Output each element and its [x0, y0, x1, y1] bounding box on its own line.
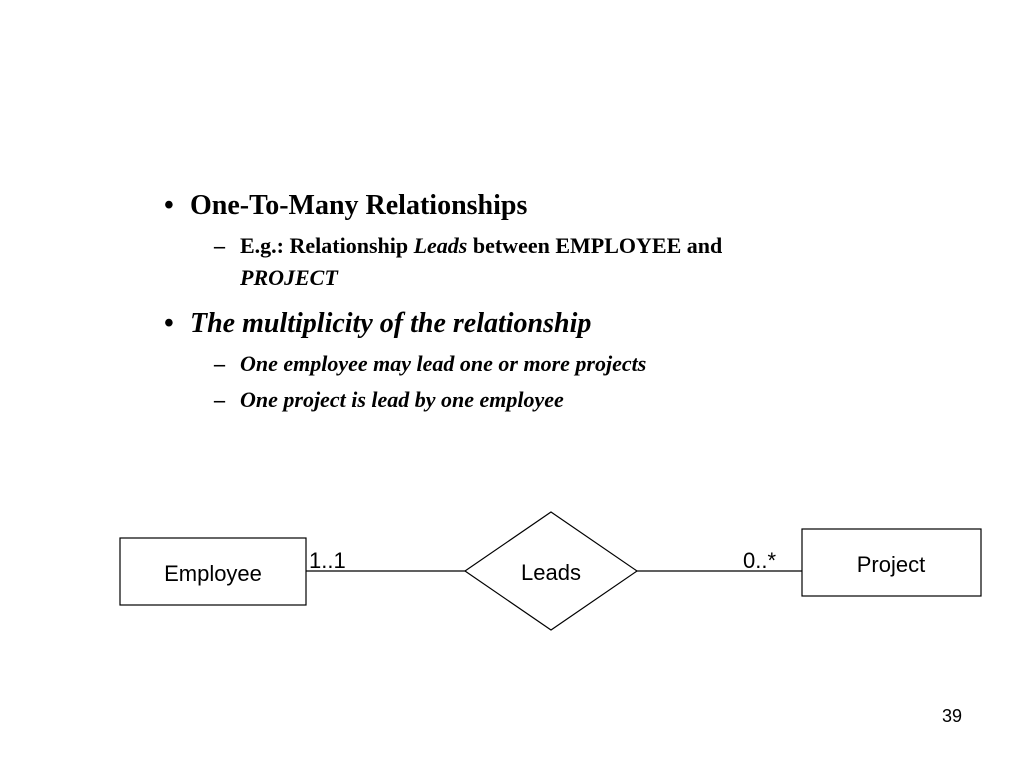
project-entity-label: Project — [856, 552, 926, 577]
sub-bullet-text-project: PROJECT — [240, 265, 338, 290]
multiplicity-project-side: 0..* — [743, 548, 777, 573]
dash-marker: – — [214, 387, 225, 412]
bullet-text: One-To-Many Relationships — [190, 190, 528, 221]
leads-relationship-label: Leads — [521, 560, 581, 585]
sub-bullet-text-part: E.g.: Relationship — [240, 233, 414, 258]
employee-entity-label: Employee — [164, 561, 262, 586]
sub-bullet-text: One project is lead by one employee — [240, 387, 564, 412]
sub-bullet-text-part: between EMPLOYEE and — [467, 233, 723, 258]
sub-bullet-text-leads: Leads — [413, 233, 468, 258]
dash-marker: – — [214, 233, 225, 258]
bullet-marker: • — [164, 190, 174, 221]
sub-bullet-text: One employee may lead one or more projects — [240, 351, 647, 376]
page-number: 39 — [941, 706, 962, 726]
bullet-marker: • — [164, 308, 174, 339]
dash-marker: – — [214, 351, 225, 376]
bullet-text: The multiplicity of the relationship — [190, 308, 592, 339]
multiplicity-employee-side: 1..1 — [309, 548, 346, 573]
